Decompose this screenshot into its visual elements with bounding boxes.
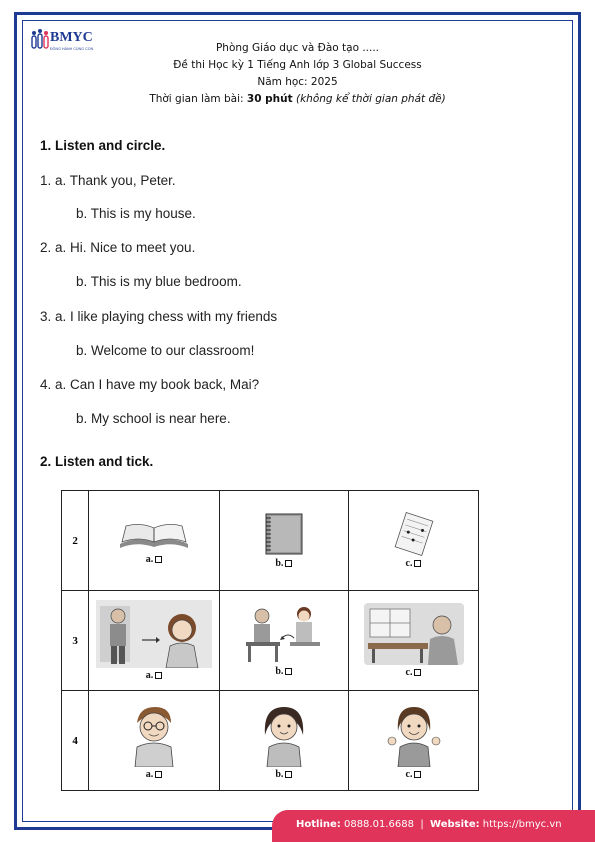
option-label: b. — [220, 558, 348, 569]
checkbox-icon[interactable] — [155, 771, 162, 778]
option-label: c. — [349, 769, 478, 780]
notebook-icon — [262, 512, 306, 556]
exam-header — [100, 40, 495, 108]
table-row — [62, 691, 479, 791]
footer-separator: | — [420, 819, 424, 830]
hotline-label: Hotline: — [296, 819, 341, 830]
checkbox-icon[interactable] — [414, 669, 421, 676]
option-label: a. — [89, 769, 219, 780]
row-number: 2 — [62, 491, 89, 591]
checkbox-icon[interactable] — [285, 771, 292, 778]
website-link[interactable]: https://bmyc.vn — [482, 819, 562, 830]
option-cell[interactable] — [219, 691, 348, 791]
q1-option-a: 1. a. Thank you, Peter. — [40, 173, 176, 188]
option-label: c. — [349, 667, 478, 678]
option-cell[interactable] — [219, 491, 348, 591]
q4-option-b: b. My school is near here. — [76, 411, 231, 426]
sheet-music-icon — [391, 512, 437, 556]
girl-waving-icon — [257, 701, 311, 767]
boy-teacher-scene-icon — [244, 604, 324, 664]
open-book-icon — [116, 516, 192, 552]
checkbox-icon[interactable] — [285, 668, 292, 675]
checkbox-icon[interactable] — [155, 672, 162, 679]
option-cell[interactable] — [89, 691, 220, 791]
table-row — [62, 591, 479, 691]
footer-contact — [296, 819, 562, 830]
q2-option-a: 2. a. Hi. Nice to meet you. — [40, 240, 196, 255]
option-cell[interactable] — [89, 591, 220, 691]
q3-option-b: b. Welcome to our classroom! — [76, 343, 255, 358]
girl-hello-icon — [384, 701, 444, 767]
row-number: 3 — [62, 591, 89, 691]
option-cell[interactable] — [349, 491, 479, 591]
website-label: Website: — [430, 819, 480, 830]
listen-tick-table — [61, 490, 479, 791]
q1-option-b: b. This is my house. — [76, 206, 196, 221]
checkbox-icon[interactable] — [414, 560, 421, 567]
option-label: a. — [89, 554, 219, 565]
header-time: Thời gian làm bài: 30 phút (không kể thời gian phát đề) — [149, 93, 446, 105]
boy-glasses-icon — [127, 701, 181, 767]
header-department: Phòng Giáo dục và Đào tạo ..... — [215, 42, 380, 54]
option-label: a. — [89, 670, 219, 681]
q4-option-a: 4. a. Can I have my book back, Mai? — [40, 377, 260, 392]
header-exam-title: Đề thi Học kỳ 1 Tiếng Anh lớp 3 Global Success — [173, 59, 422, 71]
option-label: b. — [220, 769, 348, 780]
logo-tagline: ĐỒNG HÀNH CÙNG CON — [50, 47, 94, 51]
option-cell[interactable] — [349, 691, 479, 791]
checkbox-icon[interactable] — [285, 560, 292, 567]
option-cell[interactable] — [219, 591, 348, 691]
hotline-number[interactable]: 0888.01.6688 — [343, 819, 414, 830]
checkbox-icon[interactable] — [414, 771, 421, 778]
checkbox-icon[interactable] — [155, 556, 162, 563]
classroom-scene-icon — [364, 603, 464, 665]
section2-title: 2. Listen and tick. — [40, 454, 154, 469]
table-row — [62, 491, 479, 591]
header-school-year: Năm học: 2025 — [257, 76, 338, 88]
option-label: c. — [349, 558, 478, 569]
option-cell[interactable] — [89, 491, 220, 591]
boy-girl-scene-icon — [96, 600, 212, 668]
option-cell[interactable] — [349, 591, 479, 691]
q2-option-b: b. This is my blue bedroom. — [76, 274, 242, 289]
option-label: b. — [220, 666, 348, 677]
q3-option-a: 3. a. I like playing chess with my friends — [40, 309, 278, 324]
section1-title: 1. Listen and circle. — [40, 138, 166, 153]
logo-name: BMYC — [50, 30, 93, 45]
row-number: 4 — [62, 691, 89, 791]
